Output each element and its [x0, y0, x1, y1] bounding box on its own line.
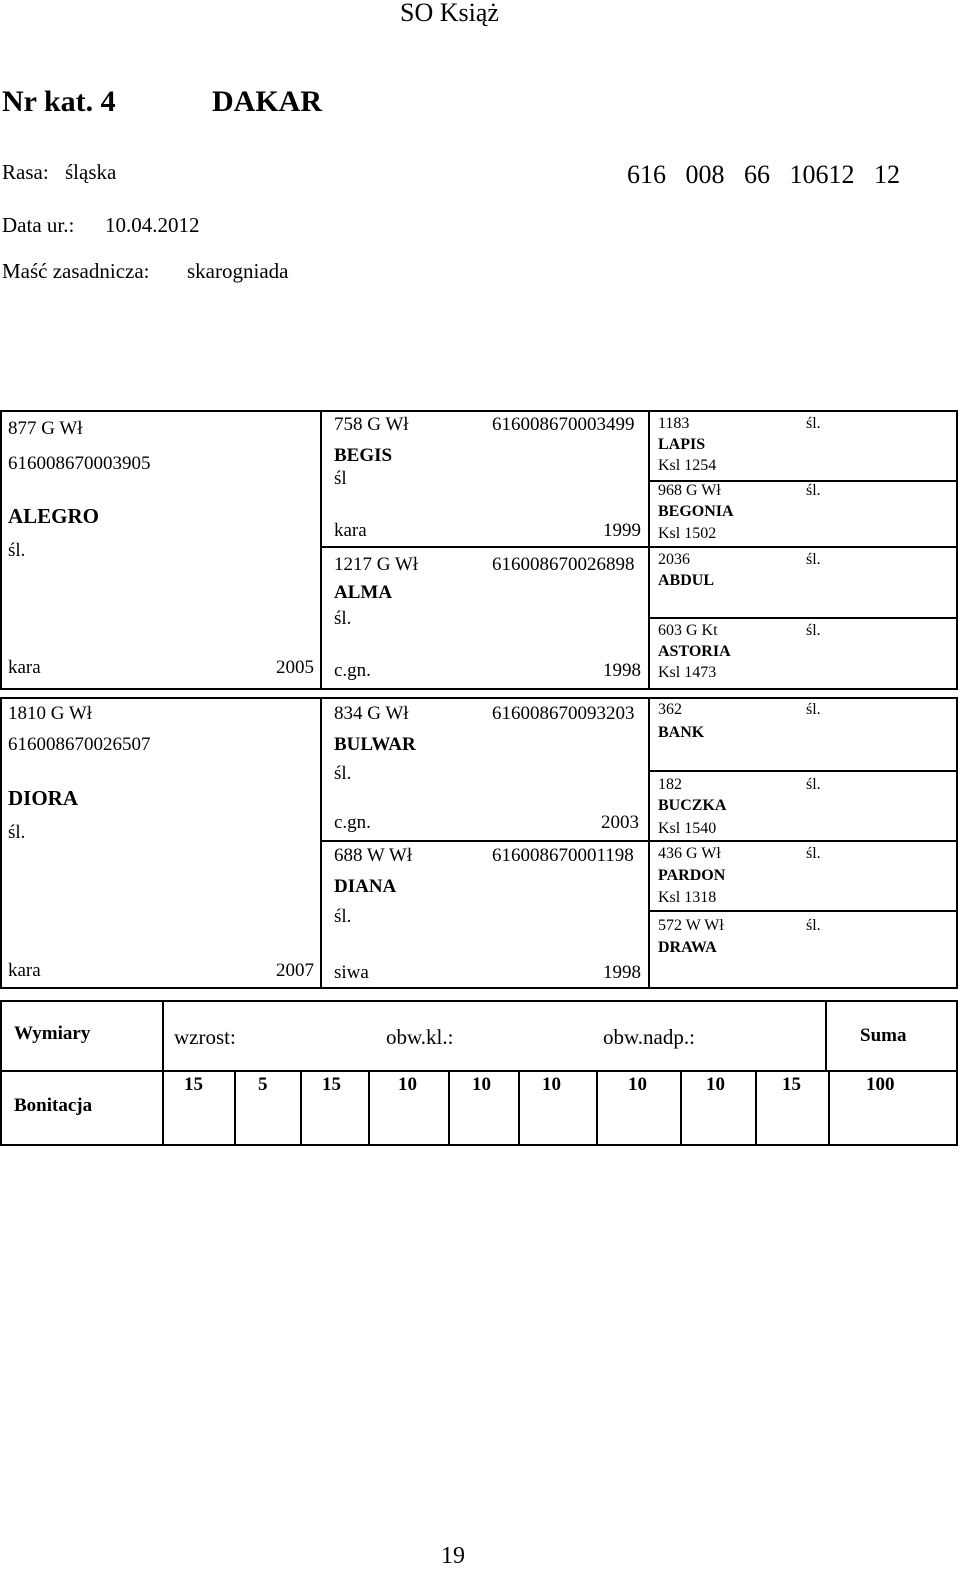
g1-breed: śl.	[806, 415, 821, 432]
obwkl-label: obw.kl.:	[386, 1025, 454, 1049]
dd-ueln: 616008670001198	[492, 845, 634, 866]
catalog-number: Nr kat. 4	[2, 85, 116, 118]
divider	[320, 410, 322, 690]
g5-reg: 362	[658, 701, 682, 718]
sd-colour: c.gn.	[334, 660, 371, 681]
g7-breed: śl.	[806, 845, 821, 862]
score-cell: 10	[628, 1074, 647, 1095]
divider	[680, 1070, 682, 1146]
g7-extra: Ksl 1318	[658, 889, 717, 906]
score-cell: 15	[184, 1074, 203, 1095]
score-cell: 15	[782, 1074, 801, 1095]
score-cell: 100	[866, 1074, 895, 1095]
g4-name: ASTORIA	[658, 643, 731, 660]
ss-ueln: 616008670003499	[492, 414, 635, 435]
g3-breed: śl.	[806, 551, 821, 568]
ss-breed: śl	[334, 468, 347, 489]
divider	[162, 1000, 164, 1146]
page-header: SO Książ	[400, 0, 499, 27]
sire-breed: śl.	[8, 540, 26, 561]
divider	[368, 1070, 370, 1146]
divider	[648, 697, 650, 989]
pedigree-sire-block	[0, 410, 958, 690]
divider	[320, 840, 650, 842]
breed-value: śląska	[65, 160, 117, 184]
g8-reg: 572 W Wł	[658, 917, 724, 934]
ss-colour: kara	[334, 520, 367, 541]
divider	[320, 546, 650, 548]
sd-reg: 1217 G Wł	[334, 554, 419, 575]
ds-colour: c.gn.	[334, 812, 371, 833]
wymiary-label: Wymiary	[14, 1023, 91, 1044]
g4-extra: Ksl 1473	[658, 664, 717, 681]
ss-reg: 758 G Wł	[334, 414, 409, 435]
dam-breed: śl.	[8, 822, 26, 843]
g8-breed: śl.	[806, 917, 821, 934]
divider	[596, 1070, 598, 1146]
dam-name: DIORA	[8, 786, 79, 810]
dd-reg: 688 W Wł	[334, 845, 413, 866]
divider	[648, 617, 958, 619]
g6-extra: Ksl 1540	[658, 820, 717, 837]
measures-table	[0, 1000, 958, 1146]
wzrost-label: wzrost:	[174, 1025, 236, 1049]
g3-name: ABDUL	[658, 572, 715, 589]
g7-reg: 436 G Wł	[658, 845, 721, 862]
bonitacja-label: Bonitacja	[14, 1095, 93, 1116]
breed-label: Rasa:	[2, 160, 49, 184]
divider	[320, 697, 322, 989]
ds-reg: 834 G Wł	[334, 703, 409, 724]
divider	[648, 840, 958, 842]
divider	[234, 1070, 236, 1146]
divider	[0, 1070, 958, 1072]
ds-year: 2003	[601, 812, 639, 833]
ds-ueln: 616008670093203	[492, 703, 635, 724]
colour-label: Maść zasadnicza:	[2, 259, 150, 283]
score-cell: 5	[258, 1074, 268, 1095]
score-cell: 10	[542, 1074, 561, 1095]
divider	[448, 1070, 450, 1146]
dam-ueln: 616008670026507	[8, 734, 151, 755]
g3-reg: 2036	[658, 551, 690, 568]
birth-date: 10.04.2012	[105, 213, 200, 237]
g5-name: BANK	[658, 724, 705, 741]
sd-name: ALMA	[334, 582, 393, 603]
score-cell: 10	[472, 1074, 491, 1095]
divider	[828, 1070, 830, 1146]
suma-label: Suma	[860, 1025, 907, 1046]
score-cell: 10	[706, 1074, 725, 1095]
sire-reg: 877 G Wł	[8, 418, 83, 439]
sire-ueln: 616008670003905	[8, 453, 151, 474]
g2-breed: śl.	[806, 482, 821, 499]
sd-ueln: 616008670026898	[492, 554, 635, 575]
g4-breed: śl.	[806, 622, 821, 639]
dam-colour: kara	[8, 960, 41, 981]
g2-name: BEGONIA	[658, 503, 734, 520]
g4-reg: 603 G Kt	[658, 622, 718, 639]
g5-breed: śl.	[806, 701, 821, 718]
ds-breed: śl.	[334, 763, 352, 784]
g2-reg: 968 G Wł	[658, 482, 721, 499]
divider	[648, 546, 958, 548]
g7-name: PARDON	[658, 867, 726, 884]
sd-year: 1998	[603, 660, 641, 681]
dd-breed: śl.	[334, 906, 352, 927]
divider	[518, 1070, 520, 1146]
divider	[825, 1000, 827, 1072]
obwnadp-label: obw.nadp.:	[603, 1025, 695, 1049]
g1-extra: Ksl 1254	[658, 457, 717, 474]
g2-extra: Ksl 1502	[658, 525, 717, 542]
horse-id-number: 616 008 66 10612 12	[627, 160, 900, 189]
dd-colour: siwa	[334, 962, 369, 983]
divider	[300, 1070, 302, 1146]
g8-name: DRAWA	[658, 939, 717, 956]
score-cell: 15	[322, 1074, 341, 1095]
divider	[648, 770, 958, 772]
colour-value: skarogniada	[187, 259, 289, 283]
dam-reg: 1810 G Wł	[8, 703, 93, 724]
birth-label: Data ur.:	[2, 213, 75, 237]
dam-year: 2007	[276, 960, 314, 981]
sire-name: ALEGRO	[8, 504, 100, 528]
divider	[648, 410, 650, 690]
ss-year: 1999	[603, 520, 641, 541]
score-cell: 10	[398, 1074, 417, 1095]
divider	[648, 910, 958, 912]
page-number: 19	[441, 1543, 465, 1569]
horse-name: DAKAR	[212, 85, 322, 118]
sire-colour: kara	[8, 657, 41, 678]
ds-name: BULWAR	[334, 734, 416, 755]
divider	[755, 1070, 757, 1146]
dd-name: DIANA	[334, 876, 397, 897]
g6-name: BUCZKA	[658, 797, 727, 814]
g6-reg: 182	[658, 776, 682, 793]
sd-breed: śl.	[334, 608, 352, 629]
g6-breed: śl.	[806, 776, 821, 793]
dd-year: 1998	[603, 962, 641, 983]
g1-name: LAPIS	[658, 436, 706, 453]
sire-year: 2005	[276, 657, 314, 678]
ss-name: BEGIS	[334, 445, 393, 466]
g1-reg: 1183	[658, 415, 690, 432]
